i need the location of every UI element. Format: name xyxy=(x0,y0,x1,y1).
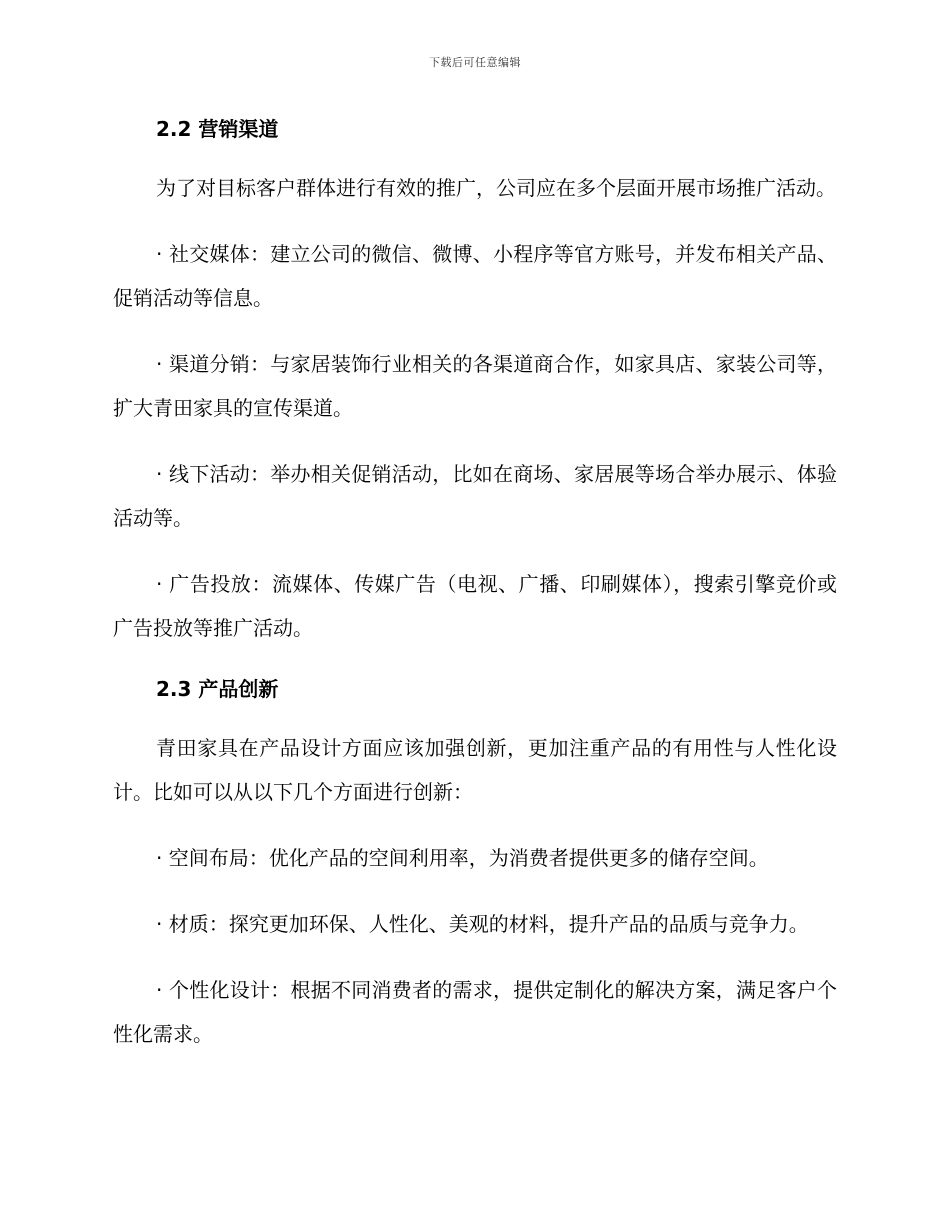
page-header-note: 下载后可任意编辑 xyxy=(429,56,521,69)
section-heading-product-innovation: 2.3 产品创新 xyxy=(156,677,279,701)
bullet-advertising: · 广告投放：流媒体、传媒广告（电视、广播、印刷媒体），搜索引擎竞价或广告投放等推广活动。 xyxy=(113,572,837,640)
document-body xyxy=(113,112,837,1078)
bullet-personalized-design: · 个性化设计：根据不同消费者的需求，提供定制化的解决方案，满足客户个性化需求。 xyxy=(113,978,837,1046)
bullet-offline-events: · 线下活动：举办相关促销活动，比如在商场、家居展等场合举办展示、体验活动等。 xyxy=(113,462,837,530)
bullet-materials: · 材质：探究更加环保、人性化、美观的材料，提升产品的品质与竞争力。 xyxy=(156,912,809,936)
paragraph-marketing-intro: 为了对目标客户群体进行有效的推广，公司应在多个层面开展市场推广活动。 xyxy=(156,176,836,200)
bullet-channel-distribution: · 渠道分销：与家居装饰行业相关的各渠道商合作，如家具店、家装公司等，扩大青田家具的宣传渠道。 xyxy=(113,352,837,420)
bullet-social-media: · 社交媒体：建立公司的微信、微博、小程序等官方账号，并发布相关产品、促销活动等信息。 xyxy=(113,242,837,310)
bullet-space-layout: · 空间布局：优化产品的空间利用率，为消费者提供更多的储存空间。 xyxy=(156,846,769,870)
section-heading-marketing-channels: 2.2 营销渠道 xyxy=(156,117,279,141)
paragraph-innovation-intro: 青田家具在产品设计方面应该加强创新，更加注重产品的有用性与人性化设计。比如可以从以下几个方面进行创新： xyxy=(113,736,837,804)
